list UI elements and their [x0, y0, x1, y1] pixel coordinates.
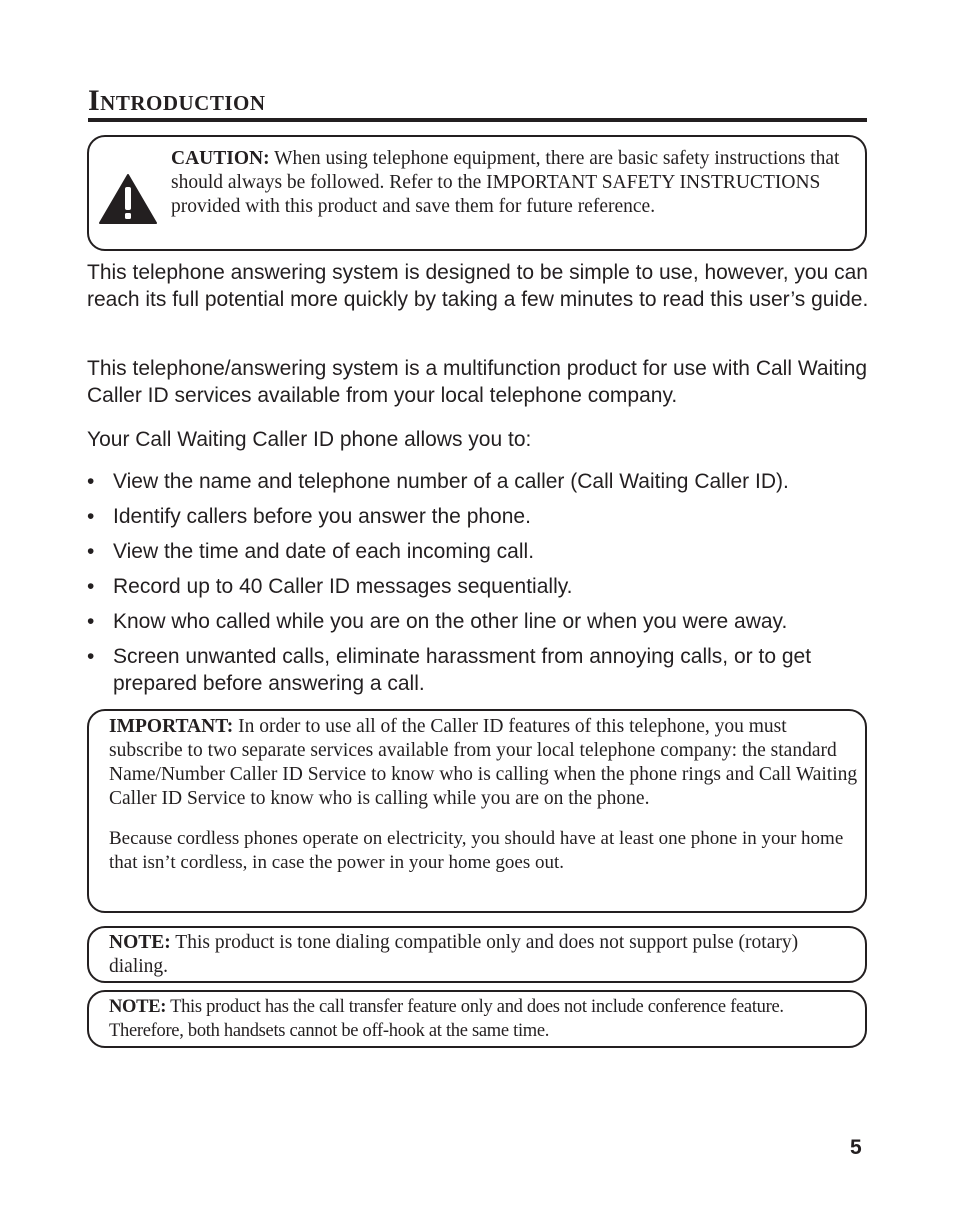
bullet-icon: •: [87, 540, 95, 563]
feature-list: [87, 468, 877, 705]
note-tone-dialing-box: [87, 926, 867, 983]
warning-triangle-icon: [98, 173, 158, 225]
features-intro-paragraph: Your Call Waiting Caller ID phone allows you to:: [87, 428, 532, 451]
note-call-transfer-box: [87, 990, 867, 1048]
bullet-icon: •: [87, 575, 95, 598]
multifunction-paragraph: This telephone/answering system is a multifunction product for use with Call Waiting Caller ID services available from your local telephone company.: [87, 357, 868, 407]
title-divider: [88, 118, 867, 122]
list-item: • Record up to 40 Caller ID messages sequentially.: [87, 575, 573, 598]
caution-body: When using telephone equipment, there are basic safety instructions that should always be followed. Refer to the IMPORTANT SAFETY INSTRUCTIONS provided with this product and save them for future reference.: [171, 148, 840, 217]
caution-text: [171, 147, 859, 219]
list-item: • Identify callers before you answer the phone.: [87, 505, 531, 528]
list-item: • View the time and date of each incoming call.: [87, 540, 535, 563]
note-text: NOTE: This product is tone dialing compatible only and does not support pulse (rotary) dialing.: [109, 932, 799, 977]
caution-box: [87, 135, 867, 251]
bullet-icon: •: [87, 505, 95, 528]
intro-paragraph: This telephone answering system is designed to be simple to use, however, you can reach its full potential more quickly by taking a few minutes to read this user’s guide.: [87, 261, 869, 311]
important-text: [109, 715, 861, 891]
page-number: 5: [850, 1136, 862, 1159]
cordless-power-paragraph: Because cordless phones operate on electricity, you should have at least one phone in your home that isn’t cordless, in case the power in your home goes out.: [109, 828, 844, 873]
bullet-icon: •: [87, 610, 95, 633]
note-label: NOTE:: [109, 997, 167, 1017]
important-paragraph: IMPORTANT: In order to use all of the Caller ID features of this telephone, you must subscribe to two separate services available from your local telephone company: the standard Name/Number Caller ID Service to know who is calling when the phone rings and Call Waiting Caller ID Service to know who is calling while you are on the phone.: [109, 716, 858, 809]
list-item: • Know who called while you are on the other line or when you were away.: [87, 610, 788, 633]
bullet-icon: •: [87, 470, 95, 493]
note-label: NOTE:: [109, 932, 171, 953]
page-title: Introduction: [88, 84, 266, 117]
bullet-icon: •: [87, 645, 95, 668]
list-item: • Screen unwanted calls, eliminate harassment from annoying calls, or to get prepared before answering a call.: [87, 645, 812, 695]
note-text: NOTE: This product has the call transfer feature only and does not include conference feature. Therefore, both handsets cannot be off-hook at the same time.: [109, 997, 784, 1041]
important-box: [87, 709, 867, 913]
important-label: IMPORTANT:: [109, 716, 234, 737]
caution-label: CAUTION:: [171, 148, 270, 169]
list-item: • View the name and telephone number of a caller (Call Waiting Caller ID).: [87, 470, 789, 493]
